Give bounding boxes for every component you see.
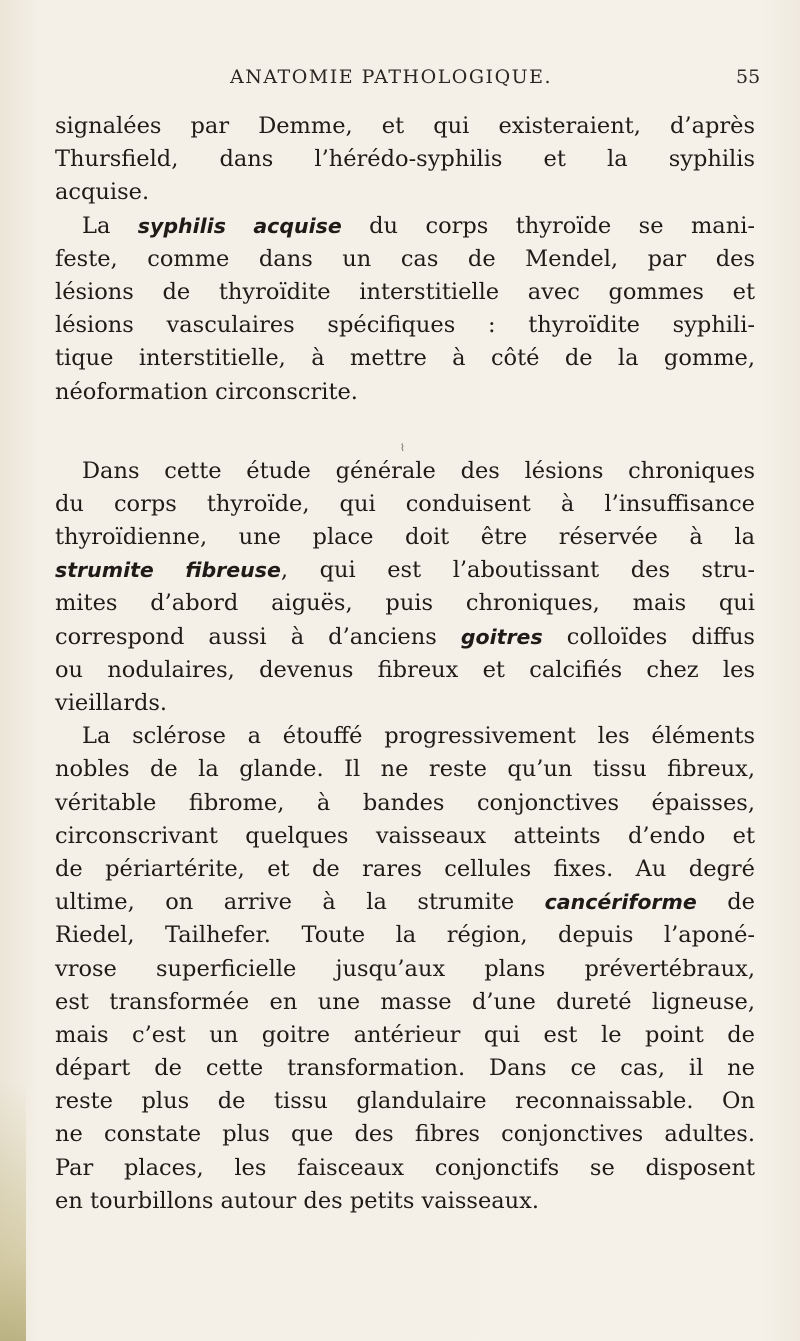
text-line [55, 1152, 755, 1185]
text-line [55, 687, 755, 720]
text-segment: correspond aussi à d’anciens [55, 623, 461, 650]
text-segment: Riedel, Tailhefer. Toute la région, depuis l’aponé- [55, 922, 755, 949]
text-line [55, 176, 755, 209]
text-line [55, 621, 755, 654]
text-segment: Dans cette étude générale des lésions chroniques [82, 457, 755, 484]
text-line [55, 1085, 755, 1118]
text-segment: lésions vasculaires spécifiques : thyroïdite syphili- [55, 312, 755, 339]
italic-term: strumite fibreuse [55, 558, 281, 583]
text-line [55, 787, 755, 820]
text-line [55, 143, 755, 176]
text-segment: véritable fibrome, à bandes conjonctives épaisses, [55, 789, 755, 816]
text-line [55, 488, 755, 521]
text-segment: La [82, 212, 138, 239]
text-segment: en tourbillons autour des petits vaisseaux. [55, 1187, 540, 1214]
paragraph [55, 720, 755, 1218]
text-segment: circonscrivant quelques vaisseaux atteints d’endo et [55, 822, 755, 849]
text-line [55, 1052, 755, 1085]
text-segment: de [696, 889, 755, 916]
text-line [55, 820, 755, 853]
text-segment: colloïdes diffus [542, 623, 755, 650]
text-line [55, 953, 755, 986]
text-line [55, 919, 755, 952]
body-text [55, 110, 755, 1218]
section-break-mark: ⌇ [400, 443, 405, 454]
paragraph [55, 110, 755, 210]
italic-term: goitres [460, 624, 543, 649]
text-line [55, 243, 755, 276]
text-segment: feste, comme dans un cas de Mendel, par des [55, 245, 755, 272]
text-segment: nobles de la glande. Il ne reste qu’un tissu fibreux, [55, 756, 755, 783]
text-line [55, 521, 755, 554]
text-segment: mais c’est un goitre antérieur qui est le point de [55, 1021, 755, 1048]
section-gap [55, 409, 755, 455]
text-line [55, 1185, 755, 1218]
text-line [55, 554, 755, 587]
text-segment: signalées par Demme, et qui existeraient, d’après [55, 113, 755, 139]
text-line [55, 886, 755, 919]
page-edge-stain [0, 1081, 26, 1341]
text-line [55, 1019, 755, 1052]
text-segment: La sclérose a étouffé progressivement les éléments [82, 723, 755, 750]
text-line [55, 342, 755, 375]
text-segment: départ de cette transformation. Dans ce cas, il ne [55, 1055, 755, 1082]
text-segment: Thursfield, dans l’hérédo-syphilis et la syphilis [55, 146, 755, 173]
text-line [55, 309, 755, 342]
text-segment: du corps thyroïde se mani- [341, 212, 755, 239]
italic-term: syphilis acquise [137, 213, 342, 238]
text-segment: tique interstitielle, à mettre à côté de la gomme, [55, 345, 755, 372]
text-segment: du corps thyroïde, qui conduisent à l’insuffisance [55, 490, 755, 517]
text-segment: ne constate plus que des fibres conjonctives adultes. [55, 1121, 755, 1148]
text-segment: est transformée en une masse d’une dureté ligneuse, [55, 988, 755, 1015]
text-segment: thyroïdienne, une place doit être réservée à la [55, 524, 755, 551]
text-line [55, 276, 755, 309]
text-line [55, 853, 755, 886]
text-segment: vrose superficielle jusqu’aux plans prévertébraux, [55, 955, 755, 982]
text-segment: ultime, on arrive à la strumite [55, 889, 545, 916]
text-segment: mites d’abord aiguës, puis chroniques, mais qui [55, 590, 755, 617]
text-segment: néoformation circonscrite. [55, 378, 358, 405]
text-line [55, 376, 755, 409]
text-line [55, 720, 755, 753]
text-segment: vieillards. [55, 690, 168, 716]
text-line [55, 210, 755, 243]
text-line [55, 587, 755, 620]
text-segment: reste plus de tissu glandulaire reconnaissable. On [55, 1088, 755, 1115]
italic-term: cancériforme [544, 890, 697, 915]
running-head [0, 66, 800, 96]
text-line [55, 110, 755, 143]
paragraph [55, 210, 755, 409]
text-segment: de périartérite, et de rares cellules fixes. Au degré [55, 855, 755, 882]
text-segment: acquise. [55, 179, 150, 206]
text-line [55, 986, 755, 1019]
text-segment: lésions de thyroïdite interstitielle avec gommes et [55, 278, 755, 305]
running-title: ANATOMIE PATHOLOGIQUE. [230, 66, 553, 88]
paragraph [55, 455, 755, 721]
text-line [55, 1118, 755, 1151]
text-line [55, 753, 755, 786]
text-line [55, 455, 755, 488]
text-line [55, 654, 755, 687]
text-segment: , qui est l’aboutissant des stru- [280, 557, 755, 584]
page-number: 55 [736, 66, 761, 88]
text-segment: Par places, les faisceaux conjonctifs se disposent [55, 1154, 755, 1181]
text-segment: ou nodulaires, devenus fibreux et calcifiés chez les [55, 656, 755, 683]
